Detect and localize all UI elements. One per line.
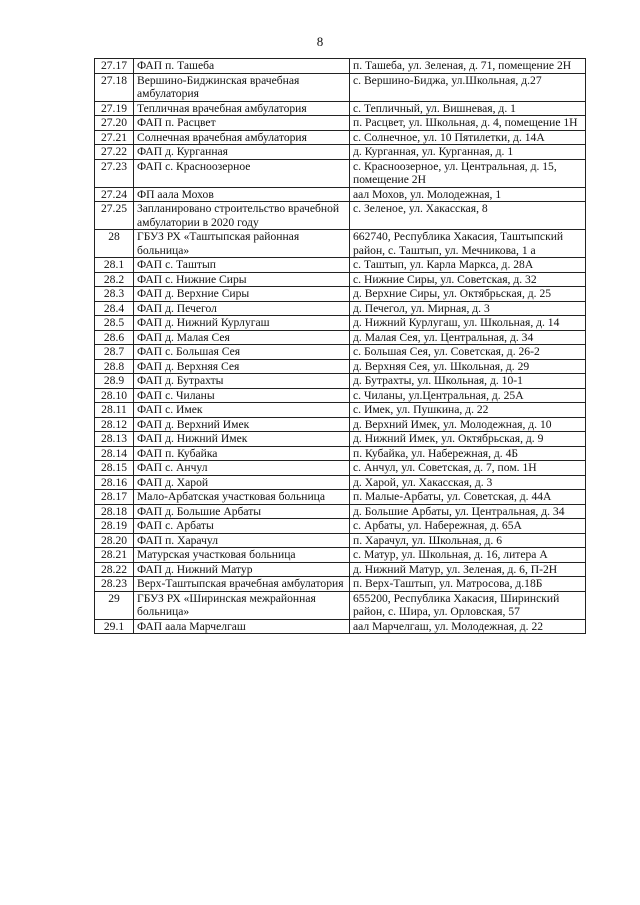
facility-address: д. Верхняя Сея, ул. Школьная, д. 29 <box>350 359 586 374</box>
facility-name: ФАП с. Арбаты <box>134 519 350 534</box>
facility-address: с. Матур, ул. Школьная, д. 16, литера А <box>350 548 586 563</box>
facility-address: с. Солнечное, ул. 10 Пятилетки, д. 14А <box>350 130 586 145</box>
facility-name: Вершино-Биджинская врачебная амбулатория <box>134 73 350 101</box>
table-row <box>95 258 586 273</box>
facility-address: с. Таштып, ул. Карла Маркса, д. 28А <box>350 258 586 273</box>
table-body <box>95 59 586 634</box>
facility-address: д. Курганная, ул. Курганная, д. 1 <box>350 145 586 160</box>
table-row <box>95 272 586 287</box>
facility-name: ГБУЗ РХ «Ширинская межрайонная больница» <box>134 591 350 619</box>
facility-name: ФАП д. Нижний Матур <box>134 562 350 577</box>
facility-address: с. Тепличный, ул. Вишневая, д. 1 <box>350 101 586 116</box>
row-number: 28.1 <box>95 258 134 273</box>
row-number: 29 <box>95 591 134 619</box>
facility-address: д. Бутрахты, ул. Школьная, д. 10-1 <box>350 374 586 389</box>
facility-name: ФАП с. Имек <box>134 403 350 418</box>
table-row <box>95 116 586 131</box>
row-number: 28.4 <box>95 301 134 316</box>
facility-address: п. Харачул, ул. Школьная, д. 6 <box>350 533 586 548</box>
facility-address: п. Верх-Таштып, ул. Матросова, д.18Б <box>350 577 586 592</box>
row-number: 27.17 <box>95 59 134 74</box>
facility-name: ФАП д. Печегол <box>134 301 350 316</box>
facility-address: д. Харой, ул. Хакасская, д. 3 <box>350 475 586 490</box>
table-row <box>95 316 586 331</box>
facility-address: д. Нижний Имек, ул. Октябрьская, д. 9 <box>350 432 586 447</box>
facility-name: ФАП с. Нижние Сиры <box>134 272 350 287</box>
facility-address: аал Марчелгаш, ул. Молодежная, д. 22 <box>350 619 586 634</box>
facility-address: с. Вершино-Биджа, ул.Школьная, д.27 <box>350 73 586 101</box>
row-number: 28.21 <box>95 548 134 563</box>
table-row <box>95 504 586 519</box>
row-number: 28.22 <box>95 562 134 577</box>
facility-name: ФАП с. Анчул <box>134 461 350 476</box>
row-number: 28.11 <box>95 403 134 418</box>
facility-name: ФАП п. Расцвет <box>134 116 350 131</box>
facility-name: ФАП д. Верхние Сиры <box>134 287 350 302</box>
facility-name: ФАП д. Курганная <box>134 145 350 160</box>
table-row <box>95 417 586 432</box>
table-row <box>95 202 586 230</box>
facility-name: ФАП д. Малая Сея <box>134 330 350 345</box>
facility-name: Тепличная врачебная амбулатория <box>134 101 350 116</box>
row-number: 28 <box>95 230 134 258</box>
row-number: 27.18 <box>95 73 134 101</box>
facilities-table <box>94 58 586 634</box>
table-row <box>95 374 586 389</box>
facility-name: ГБУЗ РХ «Таштыпская районная больница» <box>134 230 350 258</box>
facility-name: ФАП д. Верхняя Сея <box>134 359 350 374</box>
row-number: 27.20 <box>95 116 134 131</box>
facility-name: ФАП с. Таштып <box>134 258 350 273</box>
facility-name: ФАП п. Ташеба <box>134 59 350 74</box>
row-number: 28.12 <box>95 417 134 432</box>
facility-name: ФАП д. Нижний Курлугаш <box>134 316 350 331</box>
page-number: 8 <box>316 34 324 49</box>
row-number: 28.6 <box>95 330 134 345</box>
facility-name: ФАП д. Бутрахты <box>134 374 350 389</box>
facility-address: д. Верхний Имек, ул. Молодежная, д. 10 <box>350 417 586 432</box>
facility-address: д. Нижний Курлугаш, ул. Школьная, д. 14 <box>350 316 586 331</box>
facility-name: ФАП аала Марчелгаш <box>134 619 350 634</box>
facility-address: д. Верхние Сиры, ул. Октябрьская, д. 25 <box>350 287 586 302</box>
row-number: 28.17 <box>95 490 134 505</box>
row-number: 28.10 <box>95 388 134 403</box>
table-row <box>95 490 586 505</box>
table-row <box>95 59 586 74</box>
facility-name: Запланировано строительство врачебной амбулатории в 2020 году <box>134 202 350 230</box>
facility-name: Солнечная врачебная амбулатория <box>134 130 350 145</box>
row-number: 27.22 <box>95 145 134 160</box>
table-row <box>95 73 586 101</box>
facility-name: ФАП с. Чиланы <box>134 388 350 403</box>
facility-name: Матурская участковая больница <box>134 548 350 563</box>
row-number: 28.5 <box>95 316 134 331</box>
table-row <box>95 287 586 302</box>
facility-address: 662740, Республика Хакасия, Таштыпский район, с. Таштып, ул. Мечникова, 1 а <box>350 230 586 258</box>
row-number: 28.8 <box>95 359 134 374</box>
facility-name: ФАП п. Кубайка <box>134 446 350 461</box>
table-row <box>95 475 586 490</box>
row-number: 27.19 <box>95 101 134 116</box>
row-number: 28.20 <box>95 533 134 548</box>
facility-address: д. Малая Сея, ул. Центральная, д. 34 <box>350 330 586 345</box>
table-row <box>95 130 586 145</box>
row-number: 28.15 <box>95 461 134 476</box>
facility-name: ФАП д. Верхний Имек <box>134 417 350 432</box>
table-row <box>95 145 586 160</box>
row-number: 27.24 <box>95 187 134 202</box>
row-number: 28.13 <box>95 432 134 447</box>
row-number: 28.19 <box>95 519 134 534</box>
table-row <box>95 187 586 202</box>
facility-address: с. Зеленое, ул. Хакасская, 8 <box>350 202 586 230</box>
facility-address: п. Расцвет, ул. Школьная, д. 4, помещение 1Н <box>350 116 586 131</box>
table-row <box>95 619 586 634</box>
facility-address: 655200, Республика Хакасия, Ширинский район, с. Шира, ул. Орловская, 57 <box>350 591 586 619</box>
table-row <box>95 403 586 418</box>
facility-address: с. Имек, ул. Пушкина, д. 22 <box>350 403 586 418</box>
facility-address: с. Анчул, ул. Советская, д. 7, пом. 1Н <box>350 461 586 476</box>
facility-address: с. Красноозерное, ул. Центральная, д. 15, помещение 2Н <box>350 159 586 187</box>
row-number: 28.9 <box>95 374 134 389</box>
table-row <box>95 359 586 374</box>
row-number: 28.16 <box>95 475 134 490</box>
table-row <box>95 577 586 592</box>
facility-address: с. Большая Сея, ул. Советская, д. 26-2 <box>350 345 586 360</box>
table-row <box>95 432 586 447</box>
facility-address: с. Арбаты, ул. Набережная, д. 65А <box>350 519 586 534</box>
facility-name: ФАП с. Большая Сея <box>134 345 350 360</box>
row-number: 27.25 <box>95 202 134 230</box>
table-row <box>95 446 586 461</box>
facility-name: ФАП д. Большие Арбаты <box>134 504 350 519</box>
facility-name: ФАП с. Красноозерное <box>134 159 350 187</box>
table-row <box>95 159 586 187</box>
facility-address: д. Нижний Матур, ул. Зеленая, д. 6, П-2Н <box>350 562 586 577</box>
row-number: 28.3 <box>95 287 134 302</box>
table-row <box>95 519 586 534</box>
row-number: 27.23 <box>95 159 134 187</box>
facility-address: аал Мохов, ул. Молодежная, 1 <box>350 187 586 202</box>
row-number: 28.2 <box>95 272 134 287</box>
facility-address: с. Нижние Сиры, ул. Советская, д. 32 <box>350 272 586 287</box>
facility-name: ФАП д. Харой <box>134 475 350 490</box>
row-number: 28.23 <box>95 577 134 592</box>
table-row <box>95 591 586 619</box>
facility-name: Мало-Арбатская участковая больница <box>134 490 350 505</box>
table-row <box>95 345 586 360</box>
row-number: 28.7 <box>95 345 134 360</box>
facility-address: д. Большие Арбаты, ул. Центральная, д. 34 <box>350 504 586 519</box>
row-number: 29.1 <box>95 619 134 634</box>
row-number: 28.18 <box>95 504 134 519</box>
table-row <box>95 230 586 258</box>
facility-name: Верх-Таштыпская врачебная амбулатория <box>134 577 350 592</box>
row-number: 27.21 <box>95 130 134 145</box>
table-row <box>95 533 586 548</box>
table-row <box>95 301 586 316</box>
facility-address: с. Чиланы, ул.Центральная, д. 25А <box>350 388 586 403</box>
table-row <box>95 330 586 345</box>
facility-name: ФАП д. Нижний Имек <box>134 432 350 447</box>
facility-address: п. Малые-Арбаты, ул. Советская, д. 44А <box>350 490 586 505</box>
row-number: 28.14 <box>95 446 134 461</box>
table-row <box>95 388 586 403</box>
facility-address: п. Ташеба, ул. Зеленая, д. 71, помещение 2Н <box>350 59 586 74</box>
facility-name: ФАП п. Харачул <box>134 533 350 548</box>
table-row <box>95 101 586 116</box>
facility-name: ФП аала Мохов <box>134 187 350 202</box>
facility-address: п. Кубайка, ул. Набережная, д. 4Б <box>350 446 586 461</box>
table-row <box>95 461 586 476</box>
table-row <box>95 548 586 563</box>
facility-address: д. Печегол, ул. Мирная, д. 3 <box>350 301 586 316</box>
table-row <box>95 562 586 577</box>
